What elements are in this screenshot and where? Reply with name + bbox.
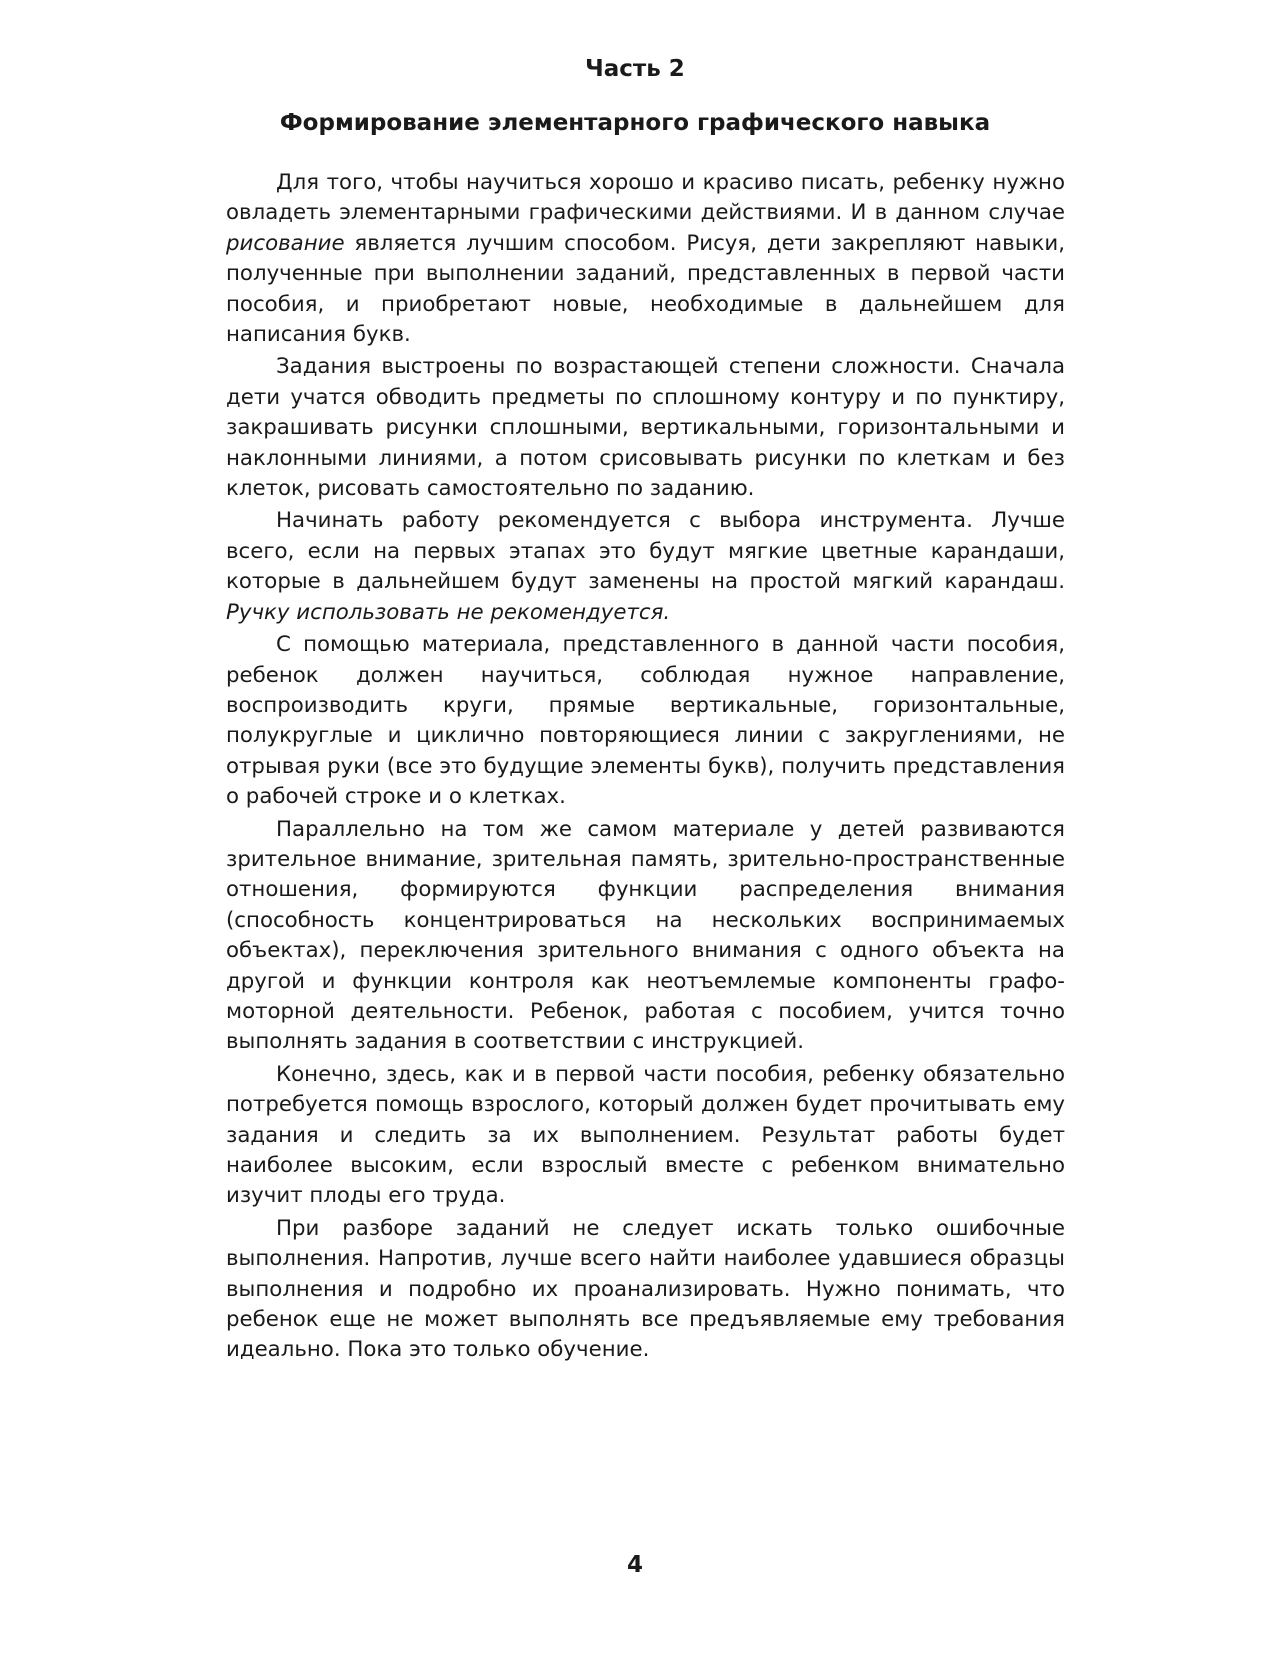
paragraph-1 [226, 168, 1065, 350]
paragraph-6: Конечно, здесь, как и в первой части пособия, ребенку обязательно потребуется помощь взрослого, который должен будет прочитывать ему задания и следить за их выполнением. Результат работы будет наиболее высоким, если взрослый вместе с ребенком внимательно изучит плоды его труда. [226, 1061, 1065, 1209]
paragraph-3 [226, 506, 1065, 628]
section-title: Формирование элементарного графического навыка [279, 110, 991, 136]
paragraph-2: Задания выстроены по возрастающей степени сложности. Сначала дети учатся обводить предметы по сплошному контуру и по пунктиру, закрашивать рисунки сплошными, вертикальными, горизонтальными и наклонными линиями, а потом срисовывать рисунки по клеткам и без клеток, рисовать самостоятельно по заданию. [226, 354, 1065, 502]
paragraph-3-text-start: Начинать работу рекомендуется с выбора инструмента. Лучше всего, если на первых этапах это будут мягкие цветные карандаши, которые в дальнейшем будут заменены на простой мягкий карандаш. [226, 508, 1065, 595]
paragraph-7: При разборе заданий не следует искать только ошибочные выполнения. Напротив, лучше всего найти наиболее удавшиеся образцы выполнения и подробно их проанализировать. Нужно понимать, что ребенок еще не может выполнять все предъявляемые ему требования идеально. Пока это только обучение. [226, 1215, 1065, 1363]
paragraph-3-italic-note: Ручку использовать не рекомендуется. [226, 599, 671, 625]
paragraph-1-text-start: Для того, чтобы научиться хорошо и красиво писать, ребенку нужно овладеть элементарными графическими действиями. И в данном случае [226, 170, 1065, 226]
paragraph-1-italic-term: рисование [226, 230, 345, 256]
page-number: 4 [626, 1552, 643, 1578]
body-text [226, 168, 1065, 1368]
paragraph-5: Параллельно на том же самом материале у детей развиваются зрительное внимание, зрительная память, зрительно-пространственные отношения, формируются функции распределения внимания (способность концентрироваться на нескольких воспринимаемых объектах), переключения зрительного внимания с одного объекта на другой и функции контроля как неотъемлемые компоненты графо-моторной деятельности. Ребенок, работая с пособием, учится точно выполнять задания в соответствии с инструкцией. [226, 816, 1065, 1055]
part-heading: Часть 2 [585, 56, 685, 82]
paragraph-1-text-end: является лучшим способом. Рисуя, дети закрепляют навыки, полученные при выполнении заданий, представленных в первой части пособия, и приобретают новые, необходимые в дальнейшем для написания букв. [226, 230, 1065, 348]
paragraph-4: С помощью материала, представленного в данной части пособия, ребенок должен научиться, соблюдая нужное направление, воспроизводить круги, прямые вертикальные, горизонтальные, полукруглые и циклично повторяющиеся линии с закруглениями, не отрывая руки (все это будущие элементы букв), получить представления о рабочей строке и о клетках. [226, 632, 1065, 810]
